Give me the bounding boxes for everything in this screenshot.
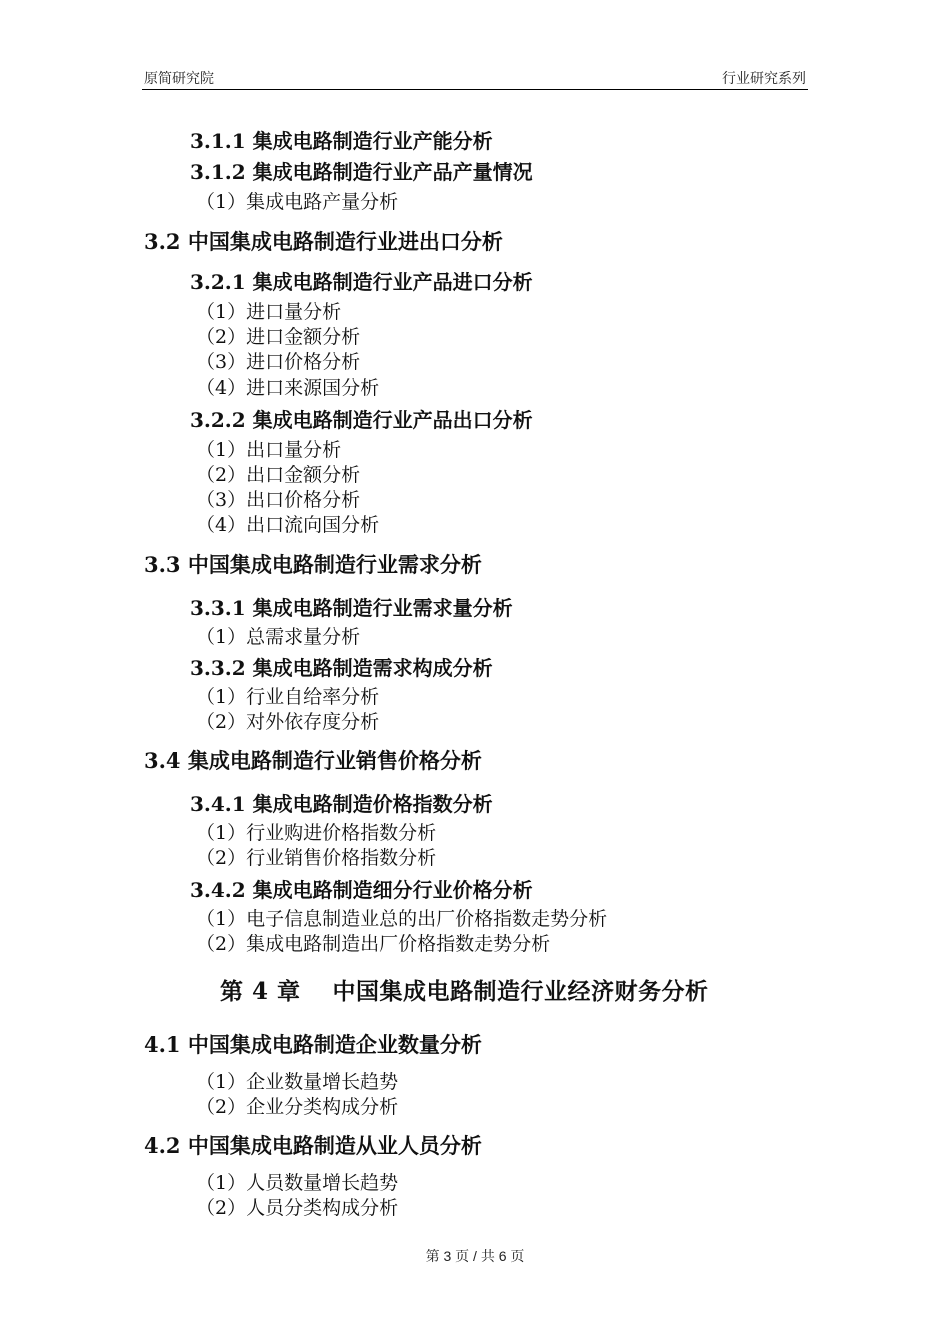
toc-heading-3-3-2[interactable]: 3.3.2 集成电路制造需求构成分析 (190, 656, 493, 680)
toc-item[interactable]: （3）进口价格分析 (196, 351, 361, 373)
toc-heading-3-2[interactable]: 3.2 中国集成电路制造行业进出口分析 (144, 229, 503, 254)
page-number: 第 3 页 / 共 6 页 (425, 1248, 525, 1264)
toc-item[interactable]: （2）人员分类构成分析 (196, 1197, 399, 1219)
toc-heading-3-2-1[interactable]: 3.2.1 集成电路制造行业产品进口分析 (190, 270, 533, 294)
toc-heading-3-4[interactable]: 3.4 集成电路制造行业销售价格分析 (144, 748, 482, 773)
toc-item[interactable]: （2）对外依存度分析 (196, 711, 380, 733)
toc-item[interactable]: （2）进口金额分析 (196, 326, 361, 348)
toc-item[interactable]: （2）出口金额分析 (196, 464, 361, 486)
toc-item[interactable]: （2）行业销售价格指数分析 (196, 847, 437, 869)
toc-item[interactable]: （4）出口流向国分析 (196, 514, 380, 536)
toc-heading-3-3-1[interactable]: 3.3.1 集成电路制造行业需求量分析 (190, 596, 513, 620)
header-series-name: 行业研究系列 (722, 70, 806, 86)
toc-item[interactable]: （1）进口量分析 (196, 301, 342, 323)
toc-item[interactable]: （2）企业分类构成分析 (196, 1096, 399, 1118)
toc-item[interactable]: （1）行业自给率分析 (196, 686, 380, 708)
toc-item[interactable]: （1）集成电路产量分析 (196, 191, 399, 213)
toc-item[interactable]: （1）总需求量分析 (196, 626, 361, 648)
toc-item[interactable]: （1）出口量分析 (196, 439, 342, 461)
toc-heading-3-3[interactable]: 3.3 中国集成电路制造行业需求分析 (144, 552, 482, 577)
toc-item[interactable]: （1）电子信息制造业总的出厂价格指数走势分析 (196, 908, 608, 930)
toc-item[interactable]: （2）集成电路制造出厂价格指数走势分析 (196, 933, 551, 955)
header-rule (142, 89, 808, 90)
toc-item[interactable]: （1）企业数量增长趋势 (196, 1071, 399, 1093)
toc-heading-3-1-1[interactable]: 3.1.1 集成电路制造行业产能分析 (190, 129, 493, 153)
toc-item[interactable]: （1）行业购进价格指数分析 (196, 822, 437, 844)
toc-item[interactable]: （1）人员数量增长趋势 (196, 1172, 399, 1194)
toc-heading-3-4-2[interactable]: 3.4.2 集成电路制造细分行业价格分析 (190, 878, 533, 902)
toc-heading-4-1[interactable]: 4.1 中国集成电路制造企业数量分析 (144, 1032, 482, 1057)
toc-item[interactable]: （4）进口来源国分析 (196, 377, 380, 399)
toc-heading-4-2[interactable]: 4.2 中国集成电路制造从业人员分析 (144, 1133, 482, 1158)
header-org-name: 原简研究院 (144, 70, 214, 86)
toc-heading-3-1-2[interactable]: 3.1.2 集成电路制造行业产品产量情况 (190, 160, 533, 184)
toc-item[interactable]: （3）出口价格分析 (196, 489, 361, 511)
toc-heading-3-2-2[interactable]: 3.2.2 集成电路制造行业产品出口分析 (190, 408, 533, 432)
toc-chapter-4[interactable]: 第 4 章 中国集成电路制造行业经济财务分析 (220, 978, 709, 1005)
toc-heading-3-4-1[interactable]: 3.4.1 集成电路制造价格指数分析 (190, 792, 493, 816)
